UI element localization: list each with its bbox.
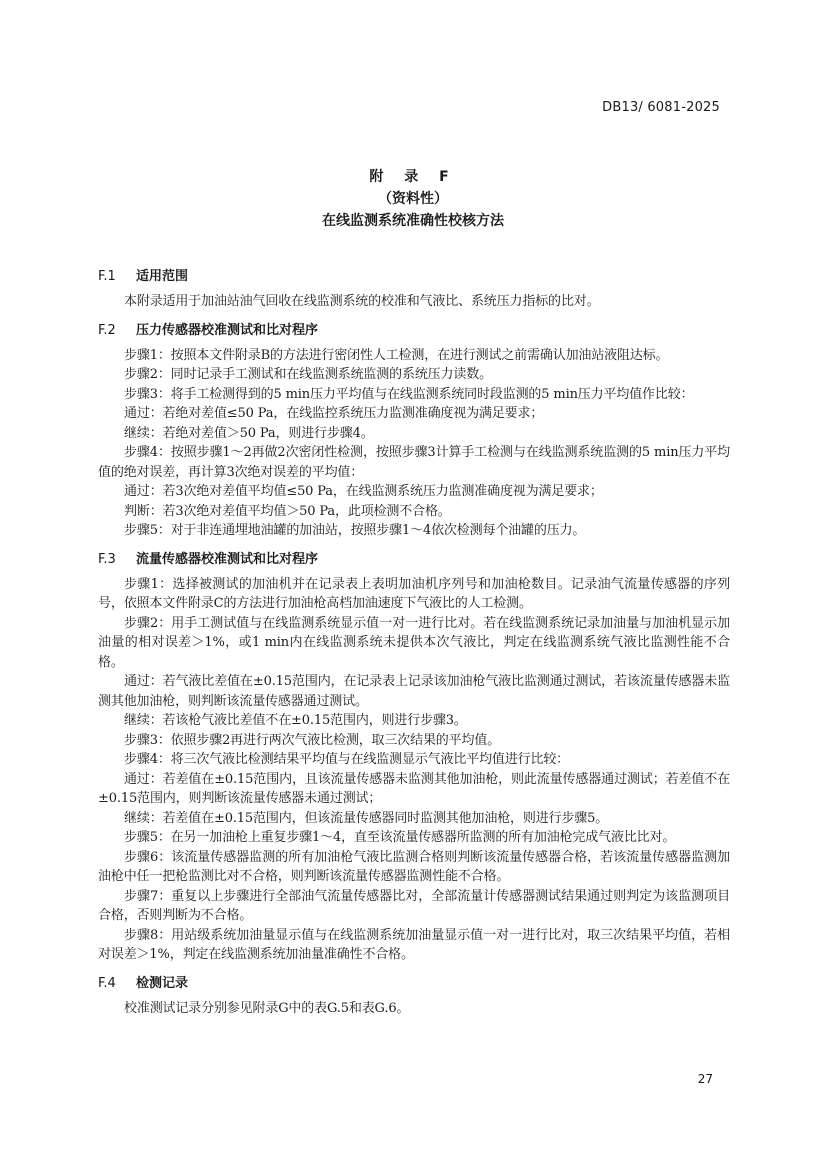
paragraph: 继续：若差值在±0.15范围内，但该流量传感器同时监测其他加油枪，则进行步骤5。 bbox=[124, 810, 609, 826]
paragraph: 步骤4：将三次气液比检测结果平均值与在线监测显示气液比平均值进行比较： bbox=[124, 752, 570, 767]
section-heading bbox=[98, 549, 730, 571]
appendix-title bbox=[0, 166, 826, 232]
section-heading bbox=[98, 266, 730, 288]
paragraph: 步骤4：按照步骤1～2再做2次密闭性检测，按照步骤3计算手工检测与在线监测系统监测的5 min压力平均值的绝对误差，再计算3次绝对误差的平均值： bbox=[98, 445, 730, 480]
paragraph: 步骤3：将手工检测得到的5 min压力平均值与在线监测系统同时段监测的5 min压力平均值作比较： bbox=[124, 386, 694, 402]
section-number: F.3 bbox=[98, 551, 116, 567]
section-title: 压力传感器校准测试和比对程序 bbox=[136, 322, 319, 338]
section-number: F.2 bbox=[98, 322, 116, 338]
paragraph: 步骤7：重复以上步骤进行全部油气流量传感器比对，全部流量计传感器测试结果通过则判定为该监测项目合格，否则判断为不合格。 bbox=[98, 888, 730, 923]
section-number: F.4 bbox=[98, 975, 116, 991]
paragraph: 校准测试记录分别参见附录G中的表G.5和表G.6。 bbox=[124, 1000, 410, 1016]
paragraph: 继续：若绝对差值＞50 Pa，则进行步骤4。 bbox=[124, 425, 374, 441]
paragraph: 步骤1：选择被测试的加油机并在记录表上表明加油机序列号和加油枪数目。记录油气流量传感器的序列号，依照本文件附录C的方法进行加油枪高档加油速度下气液比的人工检测。 bbox=[98, 576, 730, 611]
paragraph: 判断：若3次绝对差值平均值＞50 Pa，此项检测不合格。 bbox=[124, 503, 451, 519]
section-title: 适用范围 bbox=[136, 269, 189, 284]
paragraph: 通过：若3次绝对差值平均值≤50 Pa，在线监测系统压力监测准确度视为满足要求； bbox=[124, 484, 603, 499]
page-number: 27 bbox=[697, 1072, 713, 1086]
paragraph: 步骤5：在另一加油枪上重复步骤1～4，直至该流量传感器所监测的所有加油枪完成气液比比对。 bbox=[124, 830, 676, 845]
appendix-nature: （资料性） bbox=[378, 191, 448, 207]
paragraph: 步骤1：按照本文件附录B的方法进行密闭性人工检测，在进行测试之前需确认加油站液阻达标。 bbox=[124, 347, 669, 363]
document-body bbox=[98, 258, 730, 1018]
paragraph: 本附录适用于加油站油气回收在线监测系统的校准和气液比、系统压力指标的比对。 bbox=[124, 294, 600, 309]
document-number: DB13/ 6081-2025 bbox=[602, 100, 720, 115]
paragraph: 步骤2：同时记录手工测试和在线监测系统监测的系统压力读数。 bbox=[124, 367, 492, 382]
paragraph: 步骤8：用站级系统加油量显示值与在线监测系统加油量显示值一对一进行比对，取三次结果平均值，若相对误差＞1%，判定在线监测系统加油量准确性不合格。 bbox=[98, 927, 730, 962]
section-heading bbox=[98, 973, 730, 995]
appendix-label: 附 录 F bbox=[369, 169, 457, 185]
paragraph: 步骤2：用手工测试值与在线监测系统显示值一对一进行比对。若在线监测系统记录加油量与加油机显示加油量的相对误差＞1%，或1 min内在线监测系统未提供本次气液比，判定在线监测系统气液比监测性能不合格。 bbox=[98, 615, 730, 670]
section-number: F.1 bbox=[98, 269, 116, 284]
section-title: 流量传感器校准测试和比对程序 bbox=[136, 551, 319, 567]
paragraph: 继续：若该枪气液比差值不在±0.15范围内，则进行步骤3。 bbox=[124, 713, 467, 728]
paragraph: 通过：若差值在±0.15范围内，且该流量传感器未监测其他加油枪，则此流量传感器通过测试；若差值不在±0.15范围内，则判断该流量传感器未通过测试； bbox=[98, 771, 730, 806]
paragraph: 通过：若气液比差值在±0.15范围内，在记录表上记录该加油枪气液比监测通过测试，若该流量传感器未监测其他加油枪，则判断该流量传感器通过测试。 bbox=[98, 674, 730, 709]
section-heading bbox=[98, 320, 730, 342]
paragraph: 通过：若绝对差值≤50 Pa，在线监控系统压力监测准确度视为满足要求； bbox=[124, 406, 544, 421]
appendix-name: 在线监测系统准确性校核方法 bbox=[322, 213, 504, 229]
paragraph: 步骤3：依照步骤2再进行两次气液比检测，取三次结果的平均值。 bbox=[124, 732, 501, 748]
section-title: 检测记录 bbox=[136, 975, 189, 991]
paragraph: 步骤6：该流量传感器监测的所有加油枪气液比监测合格则判断该流量传感器合格，若该流量传感器监测加油枪中任一把枪监测比对不合格，则判断该流量传感器监测性能不合格。 bbox=[98, 849, 730, 884]
paragraph: 步骤5：对于非连通埋地油罐的加油站，按照步骤1～4依次检测每个油罐的压力。 bbox=[124, 523, 586, 538]
